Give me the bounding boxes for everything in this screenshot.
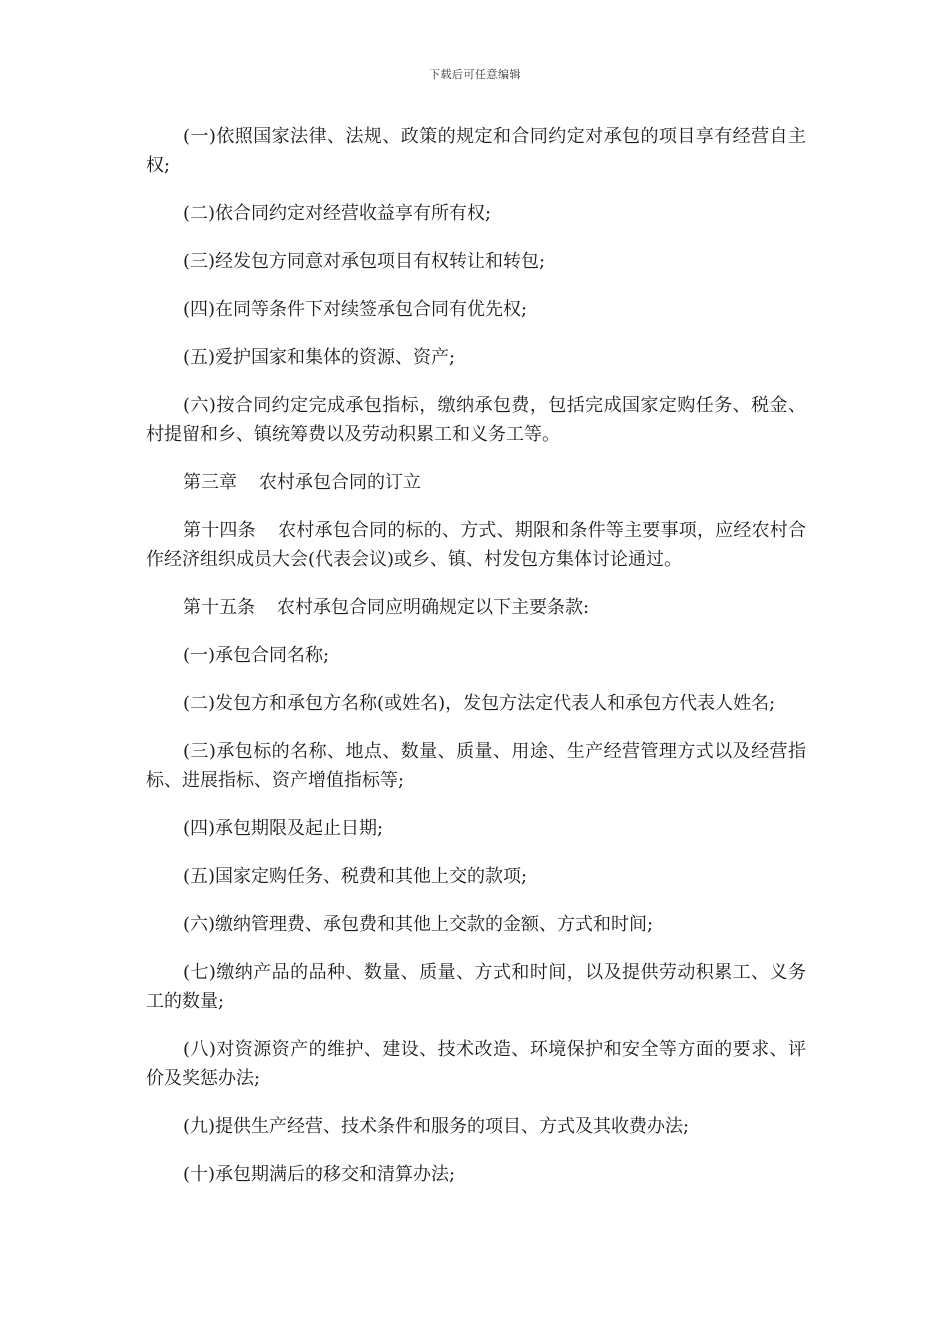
rights-item-1: (一)依照国家法律、法规、政策的规定和合同约定对承包的项目享有经营自主权; <box>146 126 806 176</box>
chapter-heading <box>146 468 806 497</box>
article-14-text: 农村承包合同的标的、方式、期限和条件等主要事项，应经农村合作经济组织成员大会(代表会议)或乡、镇、村发包方集体讨论通过。 <box>146 520 807 570</box>
clause-1: (一)承包合同名称; <box>183 645 330 666</box>
article-14-label: 第十四条 <box>183 520 256 541</box>
obligation-item-5: (五)爱护国家和集体的资源、资产; <box>183 347 456 368</box>
clause-2: (二)发包方和承包方名称(或姓名)，发包方法定代表人和承包方代表人姓名; <box>183 693 776 714</box>
clause-9: (九)提供生产经营、技术条件和服务的项目、方式及其收费办法; <box>183 1116 690 1137</box>
document-body <box>146 122 806 1208</box>
chapter-label: 第三章 <box>183 472 237 493</box>
article-15-text: 农村承包合同应明确规定以下主要条款: <box>277 597 590 618</box>
page-header: 下载后可任意编辑 <box>429 68 521 81</box>
article-15 <box>146 593 806 622</box>
clause-6: (六)缴纳管理费、承包费和其他上交款的金额、方式和时间; <box>183 914 654 935</box>
rights-item-2: (二)依合同约定对经营收益享有所有权; <box>183 203 492 224</box>
obligation-item-6: (六)按合同约定完成承包指标，缴纳承包费，包括完成国家定购任务、税金、村提留和乡、镇统筹费以及劳动积累工和义务工等。 <box>146 395 806 445</box>
clause-5: (五)国家定购任务、税费和其他上交的款项; <box>183 866 528 887</box>
clause-3: (三)承包标的名称、地点、数量、质量、用途、生产经营管理方式以及经营指标、进展指标、资产增值指标等; <box>146 741 806 791</box>
rights-item-4: (四)在同等条件下对续签承包合同有优先权; <box>183 299 528 320</box>
article-15-label: 第十五条 <box>183 597 255 618</box>
clause-4: (四)承包期限及起止日期; <box>183 818 384 839</box>
clause-10: (十)承包期满后的移交和清算办法; <box>183 1164 456 1185</box>
clause-8: (八)对资源资产的维护、建设、技术改造、环境保护和安全等方面的要求、评价及奖惩办法; <box>146 1039 806 1089</box>
chapter-title: 农村承包合同的订立 <box>259 472 421 493</box>
rights-item-3: (三)经发包方同意对承包项目有权转让和转包; <box>183 251 546 272</box>
article-14 <box>146 516 806 574</box>
clause-7: (七)缴纳产品的品种、数量、质量、方式和时间，以及提供劳动积累工、义务工的数量; <box>146 962 806 1012</box>
